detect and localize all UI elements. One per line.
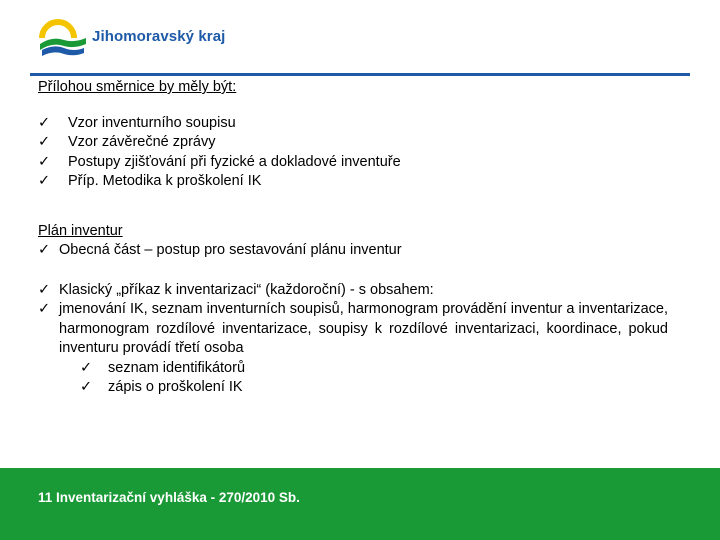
header-divider (30, 73, 690, 76)
section1-list (38, 114, 668, 192)
check-icon: ✓ (80, 359, 93, 376)
check-icon: ✓ (38, 134, 51, 150)
check-icon: ✓ (38, 114, 51, 131)
section2-heading: Plán inventur (38, 222, 123, 239)
check-icon: ✓ (38, 281, 51, 298)
list-item: ✓ Postupy zjišťování při fyzické a dokladové inventuře (38, 153, 668, 173)
check-icon: ✓ (38, 153, 51, 170)
check-icon: ✓ (38, 173, 51, 189)
header (0, 0, 720, 72)
section2-list (38, 241, 668, 261)
list-item: ✓ seznam identifikátorů (80, 359, 668, 379)
brand-name: Jihomoravský kraj (92, 28, 226, 45)
section1-heading: Přílohou směrnice by měly být: (38, 79, 237, 95)
list-item: ✓ Vzor závěrečné zprávy (38, 133, 668, 153)
list-item: ✓ Vzor inventurního soupisu (38, 114, 668, 134)
footer-text: 11 Inventarizační vyhláška - 270/2010 Sb. (38, 490, 300, 505)
check-icon: ✓ (38, 242, 51, 258)
list-item: ✓ zápis o proškolení IK (80, 378, 668, 398)
check-icon: ✓ (38, 301, 51, 317)
section3-list (38, 281, 668, 359)
slide-content (38, 78, 668, 398)
list-item: ✓ Klasický „příkaz k inventarizaci“ (každoroční) - s obsahem: (38, 281, 668, 301)
list-item: ✓ Příp. Metodika k proškolení IK (38, 172, 668, 192)
check-icon: ✓ (80, 379, 93, 395)
footer-bar (0, 468, 720, 540)
list-item: ✓ Obecná část – postup pro sestavování plánu inventur (38, 241, 668, 261)
section3-sublist (80, 359, 668, 398)
list-item: ✓ jmenování IK, seznam inventurních soupisů, harmonogram provádění inventur a inventarizace, harmonogram rozdílové inventarizace, soupisy k rozdílové inventarizaci, koordinace, pokud inventuru provádí třetí osoba (38, 301, 668, 356)
jihomoravsky-kraj-logo-icon (38, 16, 88, 56)
